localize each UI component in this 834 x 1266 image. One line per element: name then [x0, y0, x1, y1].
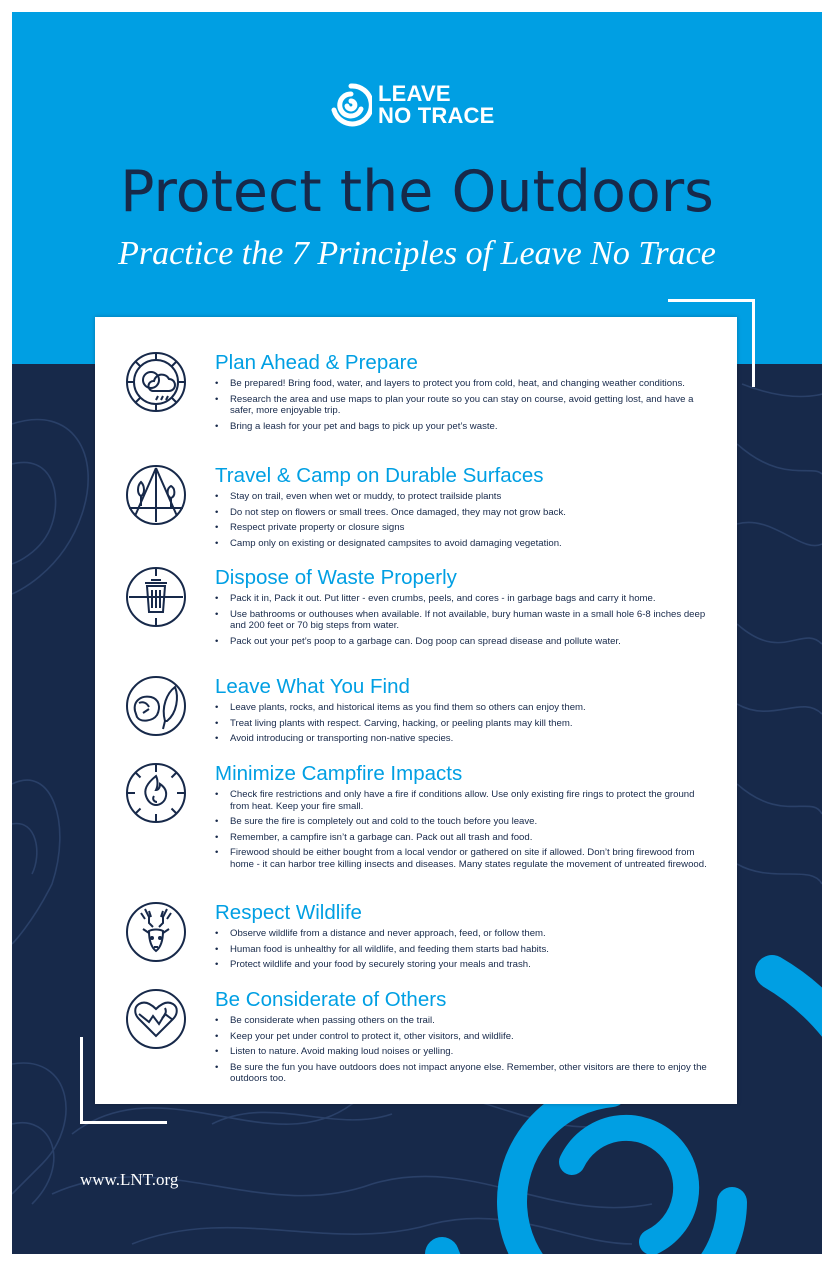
bullet-item: • Firewood should be either bought from a local vendor or gathered on site if allowed. Don’t bring firewood from home - it can harbor tree killing insects and diseases. Many states regulate the movement of untreated firewood. — [215, 847, 707, 870]
bullet-item: • Human food is unhealthy for all wildlife, and feeding them starts bad habits. — [215, 944, 707, 956]
bullet-item: • Bring a leash for your pet and bags to pick up your pet’s waste. — [215, 421, 707, 433]
bullet-item: • Protect wildlife and your food by securely storing your meals and trash. — [215, 959, 707, 971]
bullet-item: • Treat living plants with respect. Carving, hacking, or peeling plants may kill them. — [215, 718, 707, 730]
principle-heading: Minimize Campfire Impacts — [215, 762, 463, 785]
tent-trees-icon — [125, 464, 187, 526]
bullet-item: • Leave plants, rocks, and historical items as you find them so others can enjoy them. — [215, 702, 707, 714]
bullet-item: • Camp only on existing or designated campsites to avoid damaging vegetation. — [215, 538, 707, 550]
bullet-item: • Be sure the fun you have outdoors does not impact anyone else. Remember, other visitors are there to enjoy the outdoors too. — [215, 1062, 707, 1085]
principle-bullet-list — [215, 378, 707, 436]
bullet-item: • Listen to nature. Avoid making loud noises or yelling. — [215, 1046, 707, 1058]
bullet-item: • Keep your pet under control to protect it, other visitors, and wildlife. — [215, 1031, 707, 1043]
bullet-item: • Observe wildlife from a distance and never approach, feed, or follow them. — [215, 928, 707, 940]
swirl-icon — [330, 82, 372, 128]
bullet-item: • Use bathrooms or outhouses when available. If not available, bury human waste in a small hole 6-8 inches deep and 200 feet or 70 big steps from water. — [215, 609, 707, 632]
principle-bullet-list — [215, 928, 707, 975]
bullet-item: • Research the area and use maps to plan your route so you can stay on course, avoid getting lost, and have a safer, more enjoyable trip. — [215, 394, 707, 417]
poster — [12, 12, 822, 1254]
principle-heading: Leave What You Find — [215, 675, 410, 698]
deer-icon — [125, 901, 187, 963]
principle-bullet-list — [215, 1015, 707, 1089]
heart-icon — [125, 988, 187, 1050]
website-link[interactable]: www.LNT.org — [80, 1170, 179, 1189]
page-title: Protect the Outdoors — [120, 159, 714, 225]
principle-heading: Respect Wildlife — [215, 901, 362, 924]
principle-bullet-list — [215, 789, 707, 874]
bullet-item: • Stay on trail, even when wet or muddy, to protect trailside plants — [215, 491, 707, 503]
principles-card — [95, 317, 737, 1104]
bullet-item: • Do not step on flowers or small trees. Once damaged, they may not grow back. — [215, 507, 707, 519]
logo-text — [378, 83, 495, 127]
principle-bullet-list — [215, 702, 707, 749]
bullet-item: • Respect private property or closure signs — [215, 522, 707, 534]
bullet-item: • Be considerate when passing others on the trail. — [215, 1015, 707, 1027]
bullet-item: • Be prepared! Bring food, water, and layers to protect you from cold, heat, and changing weather conditions. — [215, 378, 707, 390]
trash-can-icon — [125, 566, 187, 628]
logo-line-1: LEAVE — [378, 81, 451, 106]
principle-heading: Be Considerate of Others — [215, 988, 447, 1011]
bullet-item: • Check fire restrictions and only have a fire if conditions allow. Use only existing fire rings to protect the ground from heat. Keep your fire small. — [215, 789, 707, 812]
principle-heading: Travel & Camp on Durable Surfaces — [215, 464, 544, 487]
logo-line-2: NO TRACE — [378, 103, 495, 128]
principle-heading: Plan Ahead & Prepare — [215, 351, 418, 374]
leave-no-trace-logo — [330, 82, 495, 128]
bullet-item: • Remember, a campfire isn’t a garbage can. Pack out all trash and food. — [215, 832, 707, 844]
principle-heading: Dispose of Waste Properly — [215, 566, 457, 589]
weather-icon — [125, 351, 187, 413]
page-subtitle: Practice the 7 Principles of Leave No Trace — [118, 235, 716, 272]
principle-bullet-list — [215, 593, 707, 651]
bullet-item: • Pack it in, Pack it out. Put litter - even crumbs, peels, and cores - in garbage bags and carry it home. — [215, 593, 707, 605]
bullet-item: • Avoid introducing or transporting non-native species. — [215, 733, 707, 745]
principle-bullet-list — [215, 491, 707, 553]
campfire-icon — [125, 762, 187, 824]
bullet-item: • Pack out your pet’s poop to a garbage can. Dog poop can spread disease and pollute water. — [215, 636, 707, 648]
rock-feather-icon — [125, 675, 187, 737]
bullet-item: • Be sure the fire is completely out and cold to the touch before you leave. — [215, 816, 707, 828]
